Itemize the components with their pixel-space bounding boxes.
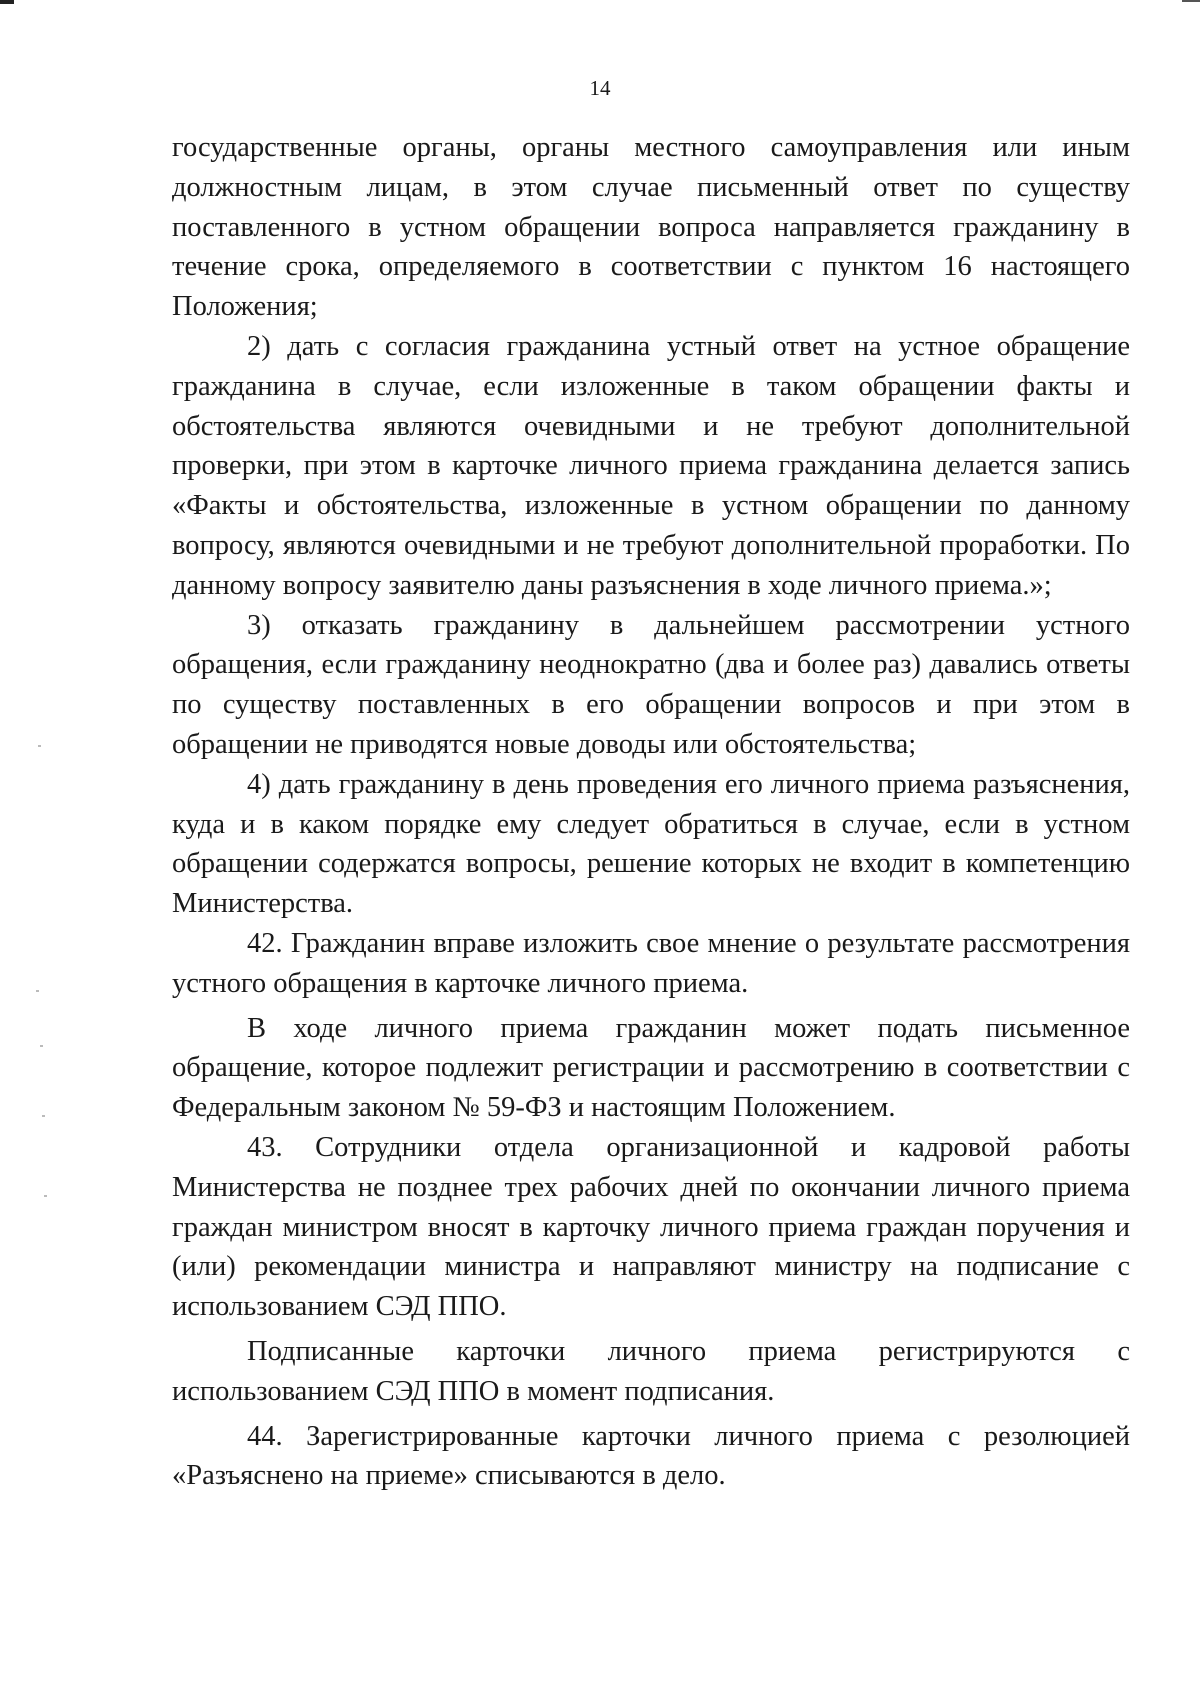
scan-speck	[36, 990, 39, 992]
document-body	[172, 128, 1130, 1496]
scan-speck	[38, 745, 41, 747]
page-number: 14	[589, 76, 611, 100]
paragraph-clause-42: 42. Гражданин вправе изложить свое мнение о результате рассмотрения устного обращения в карточке личного приема.	[172, 927, 1130, 999]
paragraph-written-appeal: В ходе личного приема гражданин может подать письменное обращение, которое подлежит регистрации и рассмотрению в соответствии с Федеральным законом № 59-ФЗ и настоящим Положением.	[172, 1012, 1130, 1124]
scan-speck	[44, 1195, 47, 1197]
scan-speck	[42, 1115, 45, 1117]
paragraph-clause-43: 43. Сотрудники отдела организационной и кадровой работы Министерства не позднее трех рабочих дней по окончании личного приема граждан министром вносят в карточку личного приема граждан поручения и (или) рекомендации министра и направляют министру на подписание с использованием СЭД ППО.	[172, 1131, 1130, 1323]
scan-edge-mark-right	[1182, 0, 1200, 2]
paragraph-clause-44: 44. Зарегистрированные карточки личного приема с резолюцией «Разъяснено на приеме» списываются в дело.	[172, 1420, 1130, 1492]
paragraph-continuation: государственные органы, органы местного самоуправления или иным должностным лицам, в этом случае письменный ответ по существу поставленного в устном обращении вопроса направляется гражданину в течение срока, определяемого в соответствии с пунктом 16 настоящего Положения;	[172, 132, 1130, 323]
paragraph-item-4: 4) дать гражданину в день проведения его личного приема разъяснения, куда и в каком порядке ему следует обратиться в случае, если в устном обращении содержатся вопросы, решение которых не входит в компетенцию Министерства.	[172, 768, 1130, 920]
scan-edge-mark-left	[0, 0, 14, 4]
paragraph-signed-cards: Подписанные карточки личного приема регистрируются с использованием СЭД ППО в момент подписания.	[172, 1335, 1130, 1407]
paragraph-item-2: 2) дать с согласия гражданина устный ответ на устное обращение гражданина в случае, если изложенные в таком обращении факты и обстоятельства являются очевидными и не требуют дополнительной проверки, при этом в карточке личного приема гражданина делается запись «Факты и обстоятельства, изложенные в устном обращении по данному вопросу, являются очевидными и не требуют дополнительной проработки. По данному вопросу заявителю даны разъяснения в ходе личного приема.»;	[172, 330, 1130, 601]
scan-speck	[40, 1045, 43, 1047]
paragraph-item-3: 3) отказать гражданину в дальнейшем рассмотрении устного обращения, если гражданину неоднократно (два и более раз) давались ответы по существу поставленных в его обращении вопросов и при этом в обращении не приводятся новые доводы или обстоятельства;	[172, 609, 1130, 760]
